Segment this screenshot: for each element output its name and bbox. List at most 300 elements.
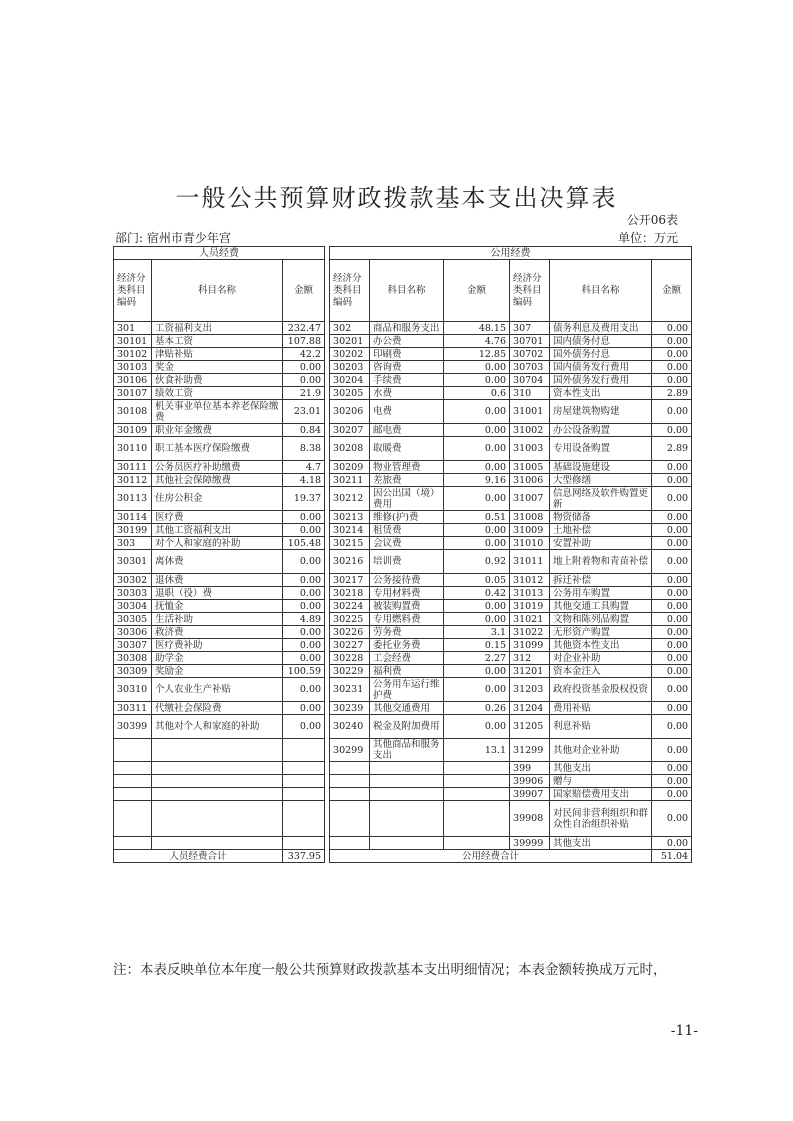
table-row xyxy=(114,837,692,850)
public-item-2: 专用设备购置 xyxy=(550,437,652,461)
public-item: 租赁费 xyxy=(370,524,444,537)
public-item: 邮电费 xyxy=(370,424,444,437)
department-label: 部门: 宿州市青少年宫 xyxy=(115,231,231,245)
table-row xyxy=(114,524,692,537)
personnel-item: 抚恤金 xyxy=(152,600,283,613)
public-item xyxy=(370,837,444,850)
personnel-amount xyxy=(283,762,325,775)
public-item-2: 资本金注入 xyxy=(550,665,652,678)
personnel-item xyxy=(152,739,283,762)
personnel-amount xyxy=(283,775,325,788)
public-item: 培训费 xyxy=(370,550,444,574)
public-code-2: 31205 xyxy=(510,715,550,739)
public-amount-2: 0.00 xyxy=(652,335,692,348)
personnel-item xyxy=(152,801,283,837)
table-row xyxy=(114,511,692,524)
public-amount-2: 0.00 xyxy=(652,474,692,487)
personnel-code: 30307 xyxy=(114,639,152,652)
public-item-2: 其他对企业补助 xyxy=(550,739,652,762)
public-code-2: 31011 xyxy=(510,550,550,574)
public-amount: 0.00 xyxy=(444,715,510,739)
public-code: 30214 xyxy=(330,524,370,537)
public-section-header: 公用经费 xyxy=(330,247,692,260)
public-item-2: 政府投资基金股权投资 xyxy=(550,678,652,702)
public-amount: 0.51 xyxy=(444,511,510,524)
header-code: 经济分类科目编码 xyxy=(510,260,550,322)
table-row xyxy=(114,474,692,487)
table-row xyxy=(114,348,692,361)
public-amount-2: 0.00 xyxy=(652,715,692,739)
header-name: 科目名称 xyxy=(550,260,652,322)
personnel-amount: 0.84 xyxy=(283,424,325,437)
personnel-item xyxy=(152,837,283,850)
personnel-amount xyxy=(283,788,325,801)
public-item: 公务接待费 xyxy=(370,574,444,587)
personnel-amount: 0.00 xyxy=(283,626,325,639)
personnel-item xyxy=(152,762,283,775)
personnel-item: 其他社会保障缴费 xyxy=(152,474,283,487)
public-code-2: 30703 xyxy=(510,361,550,374)
public-item-2: 其他支出 xyxy=(550,837,652,850)
personnel-item: 绩效工资 xyxy=(152,387,283,400)
personnel-code: 30106 xyxy=(114,374,152,387)
table-row xyxy=(114,537,692,550)
personnel-item: 基本工资 xyxy=(152,335,283,348)
personnel-amount: 23.01 xyxy=(283,400,325,424)
public-amount-2: 0.00 xyxy=(652,322,692,335)
personnel-amount: 8.38 xyxy=(283,437,325,461)
public-code-2: 30702 xyxy=(510,348,550,361)
table-row xyxy=(114,665,692,678)
public-amount: 0.00 xyxy=(444,537,510,550)
header-code: 经济分类科目编码 xyxy=(330,260,370,322)
public-code-2: 31001 xyxy=(510,400,550,424)
public-code: 30213 xyxy=(330,511,370,524)
personnel-code: 30302 xyxy=(114,574,152,587)
public-code-2: 31201 xyxy=(510,665,550,678)
personnel-item: 奖励金 xyxy=(152,665,283,678)
public-item: 专用材料费 xyxy=(370,587,444,600)
personnel-code: 30199 xyxy=(114,524,152,537)
public-amount: 0.00 xyxy=(444,437,510,461)
header-name: 科目名称 xyxy=(370,260,444,322)
public-item-2: 其他支出 xyxy=(550,762,652,775)
public-amount: 0.00 xyxy=(444,665,510,678)
public-amount-2: 0.00 xyxy=(652,524,692,537)
personnel-item: 职业年金缴费 xyxy=(152,424,283,437)
public-code: 30240 xyxy=(330,715,370,739)
table-row xyxy=(114,361,692,374)
table-row xyxy=(114,335,692,348)
personnel-code: 30301 xyxy=(114,550,152,574)
personnel-code xyxy=(114,801,152,837)
table-row xyxy=(114,487,692,511)
public-amount-2: 0.00 xyxy=(652,639,692,652)
personnel-amount: 42.2 xyxy=(283,348,325,361)
public-code-2: 31021 xyxy=(510,613,550,626)
personnel-amount: 105.48 xyxy=(283,537,325,550)
public-code: 30201 xyxy=(330,335,370,348)
table-row xyxy=(114,788,692,801)
personnel-code: 30108 xyxy=(114,400,152,424)
public-item xyxy=(370,801,444,837)
public-code: 30217 xyxy=(330,574,370,587)
personnel-amount: 0.00 xyxy=(283,550,325,574)
public-amount xyxy=(444,788,510,801)
public-code xyxy=(330,837,370,850)
public-item-2: 物资储备 xyxy=(550,511,652,524)
personnel-item: 其他对个人和家庭的补助 xyxy=(152,715,283,739)
page-number: -11- xyxy=(670,1023,698,1039)
public-amount: 13.1 xyxy=(444,739,510,762)
public-item-2: 文物和陈列品购置 xyxy=(550,613,652,626)
public-item xyxy=(370,762,444,775)
header-code: 经济分类科目编码 xyxy=(114,260,152,322)
public-amount-2: 0.00 xyxy=(652,361,692,374)
public-amount-2: 0.00 xyxy=(652,537,692,550)
public-amount-2: 0.00 xyxy=(652,788,692,801)
public-item xyxy=(370,788,444,801)
public-amount-2: 0.00 xyxy=(652,487,692,511)
public-amount: 0.00 xyxy=(444,600,510,613)
personnel-item xyxy=(152,775,283,788)
public-code-2: 31009 xyxy=(510,524,550,537)
expenditure-table xyxy=(113,246,692,863)
public-item-2: 对企业补助 xyxy=(550,652,652,665)
personnel-amount: 0.00 xyxy=(283,574,325,587)
personnel-amount: 0.00 xyxy=(283,702,325,715)
table-row xyxy=(114,613,692,626)
public-amount-2: 0.00 xyxy=(652,626,692,639)
public-amount: 0.00 xyxy=(444,461,510,474)
public-code xyxy=(330,762,370,775)
public-code: 302 xyxy=(330,322,370,335)
public-item-2: 赠与 xyxy=(550,775,652,788)
table-row xyxy=(114,437,692,461)
public-amount: 0.00 xyxy=(444,424,510,437)
personnel-amount: 0.00 xyxy=(283,511,325,524)
public-item: 手续费 xyxy=(370,374,444,387)
public-amount-2: 0.00 xyxy=(652,574,692,587)
personnel-code: 30310 xyxy=(114,678,152,702)
personnel-code: 30304 xyxy=(114,600,152,613)
personnel-amount: 100.59 xyxy=(283,665,325,678)
personnel-code xyxy=(114,788,152,801)
public-item: 维修(护)费 xyxy=(370,511,444,524)
public-item: 因公出国（境）费用 xyxy=(370,487,444,511)
personnel-item: 奖金 xyxy=(152,361,283,374)
table-row xyxy=(114,600,692,613)
public-code-2: 399 xyxy=(510,762,550,775)
unit-label: 单位：万元 xyxy=(617,231,678,245)
public-code-2: 31007 xyxy=(510,487,550,511)
table-row xyxy=(114,626,692,639)
public-code: 30215 xyxy=(330,537,370,550)
public-amount: 0.00 xyxy=(444,400,510,424)
public-code: 30218 xyxy=(330,587,370,600)
personnel-amount: 0.00 xyxy=(283,361,325,374)
personnel-amount: 19.37 xyxy=(283,487,325,511)
public-amount-2: 0.00 xyxy=(652,400,692,424)
personnel-code: 30306 xyxy=(114,626,152,639)
personnel-code: 30101 xyxy=(114,335,152,348)
public-code-2: 39906 xyxy=(510,775,550,788)
public-code: 30239 xyxy=(330,702,370,715)
personnel-item: 伙食补助费 xyxy=(152,374,283,387)
public-amount-2: 2.89 xyxy=(652,437,692,461)
public-amount: 0.05 xyxy=(444,574,510,587)
public-amount-2: 0.00 xyxy=(652,587,692,600)
personnel-code: 30103 xyxy=(114,361,152,374)
public-code-2: 312 xyxy=(510,652,550,665)
public-amount: 0.92 xyxy=(444,550,510,574)
public-amount: 2.27 xyxy=(444,652,510,665)
public-amount: 48.15 xyxy=(444,322,510,335)
public-item: 其他交通费用 xyxy=(370,702,444,715)
table-row xyxy=(114,461,692,474)
public-code: 30212 xyxy=(330,487,370,511)
public-code-2: 31010 xyxy=(510,537,550,550)
public-item: 印刷费 xyxy=(370,348,444,361)
public-code: 30224 xyxy=(330,600,370,613)
public-item: 被装购置费 xyxy=(370,600,444,613)
personnel-amount: 232.47 xyxy=(283,322,325,335)
header-name: 科目名称 xyxy=(152,260,283,322)
public-item: 差旅费 xyxy=(370,474,444,487)
personnel-item: 对个人和家庭的补助 xyxy=(152,537,283,550)
public-item: 税金及附加费用 xyxy=(370,715,444,739)
personnel-item: 退休费 xyxy=(152,574,283,587)
public-amount: 0.00 xyxy=(444,487,510,511)
table-row xyxy=(114,374,692,387)
personnel-total-value: 337.95 xyxy=(283,850,325,863)
table-row xyxy=(114,775,692,788)
public-item: 公务用车运行维护费 xyxy=(370,678,444,702)
public-amount-2: 2.89 xyxy=(652,387,692,400)
public-item-2: 国内债务发行费用 xyxy=(550,361,652,374)
public-code-2: 39907 xyxy=(510,788,550,801)
public-code: 30205 xyxy=(330,387,370,400)
public-amount: 0.26 xyxy=(444,702,510,715)
personnel-amount: 107.88 xyxy=(283,335,325,348)
public-item-2: 信息网络及软件购置更新 xyxy=(550,487,652,511)
public-code-2: 39999 xyxy=(510,837,550,850)
public-amount-2: 0.00 xyxy=(652,424,692,437)
table-row xyxy=(114,574,692,587)
public-item: 福利费 xyxy=(370,665,444,678)
personnel-code: 301 xyxy=(114,322,152,335)
public-code: 30227 xyxy=(330,639,370,652)
personnel-code: 30311 xyxy=(114,702,152,715)
public-code: 30207 xyxy=(330,424,370,437)
section-header-row xyxy=(114,247,692,260)
public-item-2: 国内债务付息 xyxy=(550,335,652,348)
personnel-item: 离休费 xyxy=(152,550,283,574)
public-amount: 12.85 xyxy=(444,348,510,361)
totals-row xyxy=(114,850,692,863)
public-item-2: 利息补贴 xyxy=(550,715,652,739)
personnel-item: 职工基本医疗保险缴费 xyxy=(152,437,283,461)
public-code xyxy=(330,801,370,837)
public-item-2: 大型修缮 xyxy=(550,474,652,487)
personnel-item: 退职（役）费 xyxy=(152,587,283,600)
public-item: 水费 xyxy=(370,387,444,400)
public-code-2: 307 xyxy=(510,322,550,335)
public-amount: 0.42 xyxy=(444,587,510,600)
public-amount: 3.1 xyxy=(444,626,510,639)
table-row xyxy=(114,639,692,652)
public-amount: 0.00 xyxy=(444,678,510,702)
public-amount: 0.6 xyxy=(444,387,510,400)
personnel-code xyxy=(114,739,152,762)
personnel-item: 生活补助 xyxy=(152,613,283,626)
personnel-code: 30102 xyxy=(114,348,152,361)
header-amount: 金额 xyxy=(283,260,325,322)
public-item: 咨询费 xyxy=(370,361,444,374)
public-code-2: 31006 xyxy=(510,474,550,487)
header-amount: 金额 xyxy=(652,260,692,322)
table-row xyxy=(114,400,692,424)
public-code: 30209 xyxy=(330,461,370,474)
public-code: 30216 xyxy=(330,550,370,574)
table-row xyxy=(114,387,692,400)
public-code: 30228 xyxy=(330,652,370,665)
public-item: 会议费 xyxy=(370,537,444,550)
personnel-total-label: 人员经费合计 xyxy=(114,850,283,863)
personnel-amount: 4.89 xyxy=(283,613,325,626)
public-code: 30226 xyxy=(330,626,370,639)
personnel-item: 医疗费补助 xyxy=(152,639,283,652)
public-item: 电费 xyxy=(370,400,444,424)
public-item: 专用燃料费 xyxy=(370,613,444,626)
personnel-code: 30309 xyxy=(114,665,152,678)
public-item-2: 其他交通工具购置 xyxy=(550,600,652,613)
report-title: 一般公共预算财政拨款基本支出决算表 xyxy=(175,184,618,212)
table-code: 公开06表 xyxy=(626,213,678,227)
public-item: 委托业务费 xyxy=(370,639,444,652)
public-code-2: 31022 xyxy=(510,626,550,639)
public-amount xyxy=(444,762,510,775)
public-code: 30204 xyxy=(330,374,370,387)
public-item: 劳务费 xyxy=(370,626,444,639)
public-code-2: 31019 xyxy=(510,600,550,613)
personnel-amount xyxy=(283,801,325,837)
public-item-2: 国家赔偿费用支出 xyxy=(550,788,652,801)
public-code: 30203 xyxy=(330,361,370,374)
personnel-code: 30114 xyxy=(114,511,152,524)
public-amount-2: 0.00 xyxy=(652,762,692,775)
personnel-code xyxy=(114,775,152,788)
public-code: 30225 xyxy=(330,613,370,626)
personnel-amount xyxy=(283,739,325,762)
public-code-2: 31203 xyxy=(510,678,550,702)
public-code-2: 31099 xyxy=(510,639,550,652)
public-item xyxy=(370,775,444,788)
public-code: 30211 xyxy=(330,474,370,487)
table-row xyxy=(114,550,692,574)
public-item-2: 国外债务发行费用 xyxy=(550,374,652,387)
public-item: 物业管理费 xyxy=(370,461,444,474)
public-code xyxy=(330,788,370,801)
public-item-2: 拆迁补偿 xyxy=(550,574,652,587)
table-row xyxy=(114,739,692,762)
public-item-2: 基础设施建设 xyxy=(550,461,652,474)
personnel-code xyxy=(114,762,152,775)
public-item: 办公费 xyxy=(370,335,444,348)
personnel-code: 30107 xyxy=(114,387,152,400)
public-amount-2: 0.00 xyxy=(652,801,692,837)
personnel-code: 30112 xyxy=(114,474,152,487)
public-amount-2: 0.00 xyxy=(652,702,692,715)
public-code: 30202 xyxy=(330,348,370,361)
personnel-code: 30113 xyxy=(114,487,152,511)
public-code: 30299 xyxy=(330,739,370,762)
public-amount xyxy=(444,801,510,837)
table-row xyxy=(114,762,692,775)
public-amount: 9.16 xyxy=(444,474,510,487)
table-row xyxy=(114,652,692,665)
personnel-item: 机关事业单位基本养老保险缴费 xyxy=(152,400,283,424)
public-code: 30206 xyxy=(330,400,370,424)
public-code: 30229 xyxy=(330,665,370,678)
public-code-2: 310 xyxy=(510,387,550,400)
public-item: 商品和服务支出 xyxy=(370,322,444,335)
public-amount: 4.76 xyxy=(444,335,510,348)
public-item-2: 房屋建筑物购建 xyxy=(550,400,652,424)
public-item-2: 办公设备购置 xyxy=(550,424,652,437)
personnel-amount: 0.00 xyxy=(283,678,325,702)
public-amount-2: 0.00 xyxy=(652,374,692,387)
public-amount xyxy=(444,775,510,788)
public-item-2: 费用补贴 xyxy=(550,702,652,715)
personnel-code: 30109 xyxy=(114,424,152,437)
public-item-2: 无形资产购置 xyxy=(550,626,652,639)
public-amount-2: 0.00 xyxy=(652,511,692,524)
public-amount-2: 0.00 xyxy=(652,348,692,361)
personnel-item: 医疗费 xyxy=(152,511,283,524)
personnel-amount: 0.00 xyxy=(283,587,325,600)
personnel-code xyxy=(114,837,152,850)
public-amount-2: 0.00 xyxy=(652,665,692,678)
personnel-code: 30308 xyxy=(114,652,152,665)
public-code: 30231 xyxy=(330,678,370,702)
public-amount-2: 0.00 xyxy=(652,461,692,474)
public-item-2: 国外债务付息 xyxy=(550,348,652,361)
personnel-item: 津贴补贴 xyxy=(152,348,283,361)
public-amount: 0.00 xyxy=(444,374,510,387)
personnel-amount: 0.00 xyxy=(283,524,325,537)
public-amount-2: 0.00 xyxy=(652,550,692,574)
public-item-2: 地上附着物和青苗补偿 xyxy=(550,550,652,574)
personnel-code: 30111 xyxy=(114,461,152,474)
public-amount: 0.00 xyxy=(444,524,510,537)
personnel-amount xyxy=(283,837,325,850)
personnel-item: 代缴社会保险费 xyxy=(152,702,283,715)
public-amount xyxy=(444,837,510,850)
personnel-amount: 4.7 xyxy=(283,461,325,474)
public-amount: 0.15 xyxy=(444,639,510,652)
footnote: 注：本表反映单位本年度一般公共预算财政拨款基本支出明细情况；本表金额转换成万元时， xyxy=(113,962,667,978)
public-amount-2: 0.00 xyxy=(652,775,692,788)
public-code-2: 31013 xyxy=(510,587,550,600)
column-header-row xyxy=(114,260,692,322)
personnel-item: 助学金 xyxy=(152,652,283,665)
table-row xyxy=(114,322,692,335)
public-item-2: 对民间非营利组织和群众性自治组织补贴 xyxy=(550,801,652,837)
public-amount: 0.00 xyxy=(444,361,510,374)
public-code-2: 31008 xyxy=(510,511,550,524)
public-total-value: 51.04 xyxy=(652,850,692,863)
